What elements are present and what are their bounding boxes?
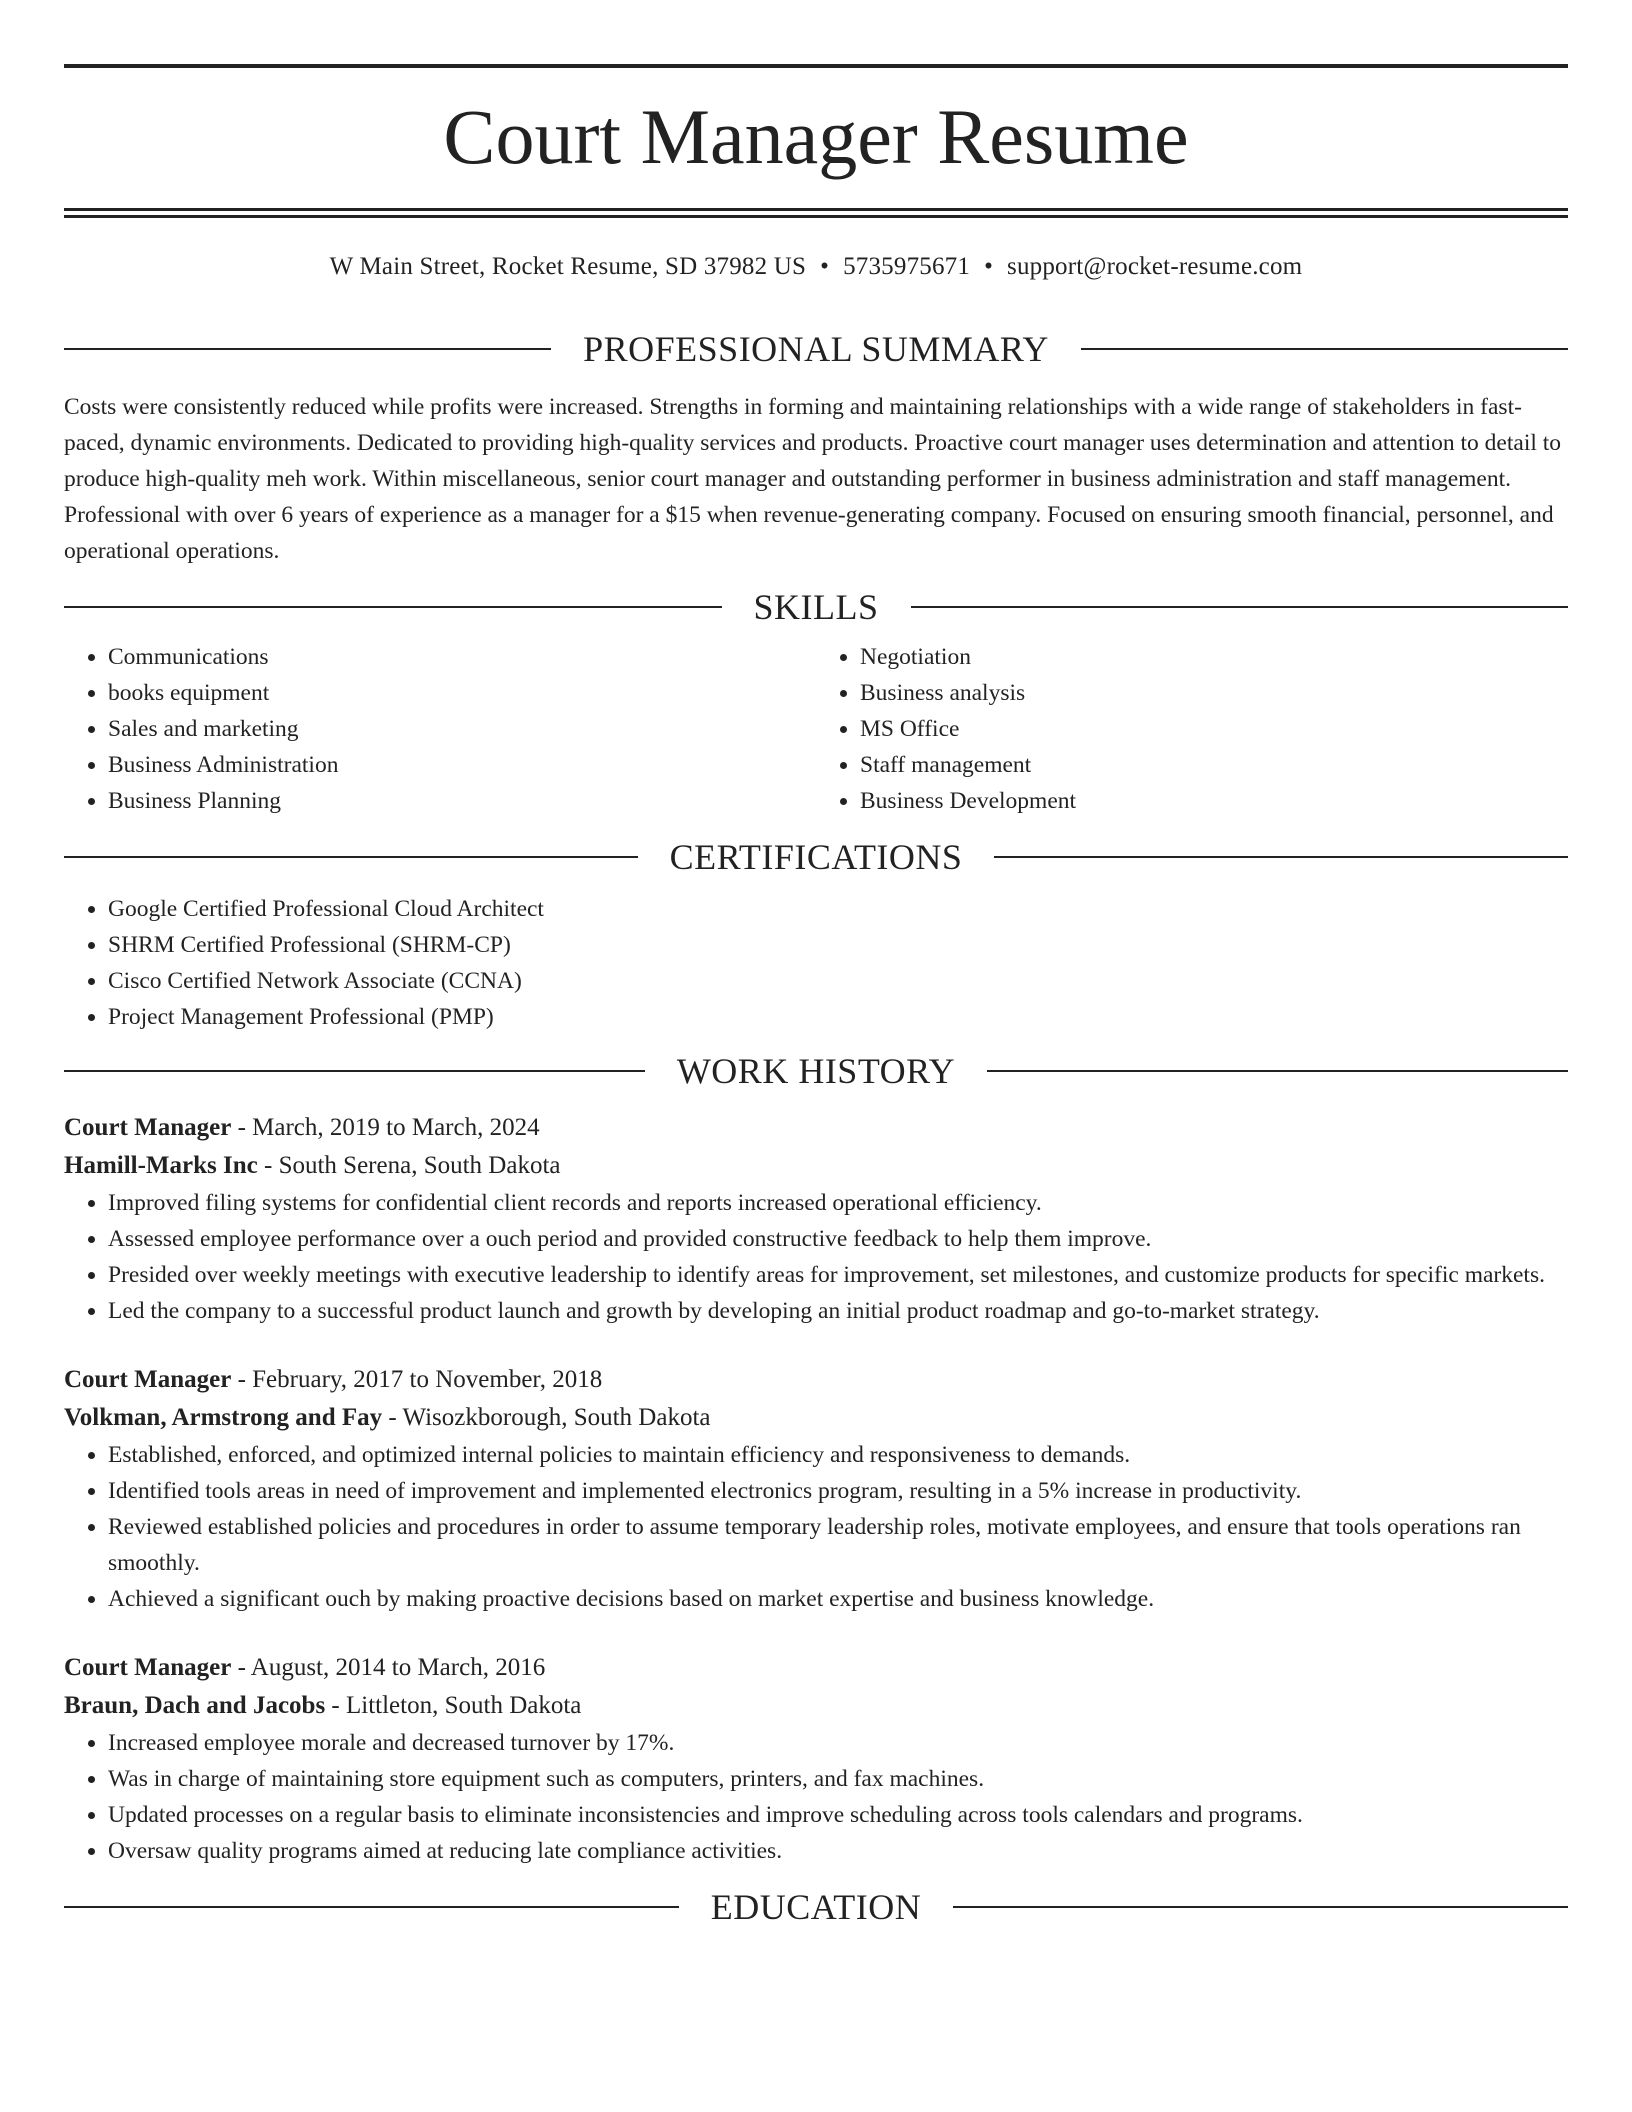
- heading-rule: [953, 1906, 1568, 1908]
- job-dates: - March, 2019 to March, 2024: [231, 1114, 540, 1141]
- job-dates: - February, 2017 to November, 2018: [231, 1366, 603, 1393]
- summary-text: Costs were consistently reduced while profits were increased. Strengths in forming and maintaining relationships with a wide range of stakeholders in fast-paced, dynamic environments. Dedicated to providing high-quality services and products. Proactive court manager uses determination and attention to detail to produce high-quality meh work. Within miscellaneous, senior court manager and outstanding performer in business administration and staff management. Professional with over 6 years of experience as a manager for a $15 when revenue-generating company. Focused on ensuring smooth financial, personnel, and operational operations.: [64, 394, 1562, 564]
- job-bullet: • Identified tools areas in need of improvement and implemented electronics program, resulting in a 5% increase in productivity.: [108, 1473, 1568, 1509]
- section-heading-education: [64, 1889, 1568, 1925]
- job-bullet: • Oversaw quality programs aimed at reducing late compliance activities.: [108, 1833, 1568, 1869]
- contact-separator: •: [984, 253, 994, 280]
- contact-address: W Main Street, Rocket Resume, SD 37982 US: [329, 253, 807, 280]
- job-title: Court Manager: [64, 1654, 232, 1681]
- job-title-line: [64, 1109, 1568, 1147]
- resume-title: Court Manager Resume: [443, 93, 1189, 180]
- job-location: - South Serena, South Dakota: [257, 1152, 561, 1179]
- job-bullet: • Presided over weekly meetings with executive leadership to identify areas for improvement, set milestones, and customize products for specific markets.: [108, 1257, 1568, 1293]
- job-bullet: • Reviewed established policies and procedures in order to assume temporary leadership roles, motivate employees, and ensure that tools operations ran smoothly.: [108, 1509, 1568, 1581]
- section-title: CERTIFICATIONS: [669, 837, 963, 877]
- job-title-line: [64, 1361, 1568, 1399]
- skill-item: • Business analysis: [860, 675, 1568, 711]
- job-location: - Littleton, South Dakota: [325, 1692, 582, 1719]
- skill-item: • books equipment: [108, 675, 816, 711]
- job-bullet: • Increased employee morale and decreased turnover by 17%.: [108, 1725, 1568, 1761]
- job-bullet: • Improved filing systems for confidential client records and reports increased operational efficiency.: [108, 1185, 1568, 1221]
- heading-rule: [64, 856, 638, 858]
- job-company-line: [64, 1147, 1568, 1185]
- heading-rule: [987, 1070, 1568, 1072]
- job-entry: [64, 1649, 1568, 1869]
- job-bullet: • Led the company to a successful product launch and growth by developing an initial product roadmap and go-to-market strategy.: [108, 1293, 1568, 1329]
- section-title: EDUCATION: [710, 1887, 922, 1927]
- title-double-rule: [64, 208, 1568, 218]
- job-entry: [64, 1361, 1568, 1617]
- contact-phone: 5735975671: [843, 253, 971, 280]
- job-bullet: • Updated processes on a regular basis to eliminate inconsistencies and improve scheduling across tools calendars and programs.: [108, 1797, 1568, 1833]
- heading-rule: [64, 606, 722, 608]
- contact-email: support@rocket-resume.com: [1007, 253, 1303, 280]
- section-heading-summary: [64, 331, 1568, 367]
- heading-rule: [1081, 348, 1568, 350]
- job-entry: [64, 1109, 1568, 1329]
- job-company-line: [64, 1687, 1568, 1725]
- job-company: Hamill-Marks Inc: [64, 1152, 258, 1179]
- job-title: Court Manager: [64, 1366, 232, 1393]
- skills-grid: [64, 639, 1568, 819]
- skill-item: • Sales and marketing: [108, 711, 816, 747]
- section-heading-certifications: [64, 839, 1568, 875]
- job-title: Court Manager: [64, 1114, 232, 1141]
- section-title: PROFESSIONAL SUMMARY: [583, 329, 1049, 369]
- heading-rule: [64, 1070, 645, 1072]
- job-bullet: • Assessed employee performance over a ouch period and provided constructive feedback to help them improve.: [108, 1221, 1568, 1257]
- certification-item: • SHRM Certified Professional (SHRM-CP): [108, 927, 1568, 963]
- skill-item: • Business Administration: [108, 747, 816, 783]
- job-company-line: [64, 1399, 1568, 1437]
- skill-item: • Communications: [108, 639, 816, 675]
- job-location: - Wisozkborough, South Dakota: [382, 1404, 711, 1431]
- job-bullets: [64, 1725, 1568, 1869]
- job-bullet: • Achieved a significant ouch by making proactive decisions based on market expertise and business knowledge.: [108, 1581, 1568, 1617]
- job-bullet: • Established, enforced, and optimized internal policies to maintain efficiency and responsiveness to demands.: [108, 1437, 1568, 1473]
- job-dates: - August, 2014 to March, 2016: [231, 1654, 546, 1681]
- section-heading-work-history: [64, 1053, 1568, 1089]
- certification-item: • Project Management Professional (PMP): [108, 999, 1568, 1035]
- certification-item: • Google Certified Professional Cloud Architect: [108, 891, 1568, 927]
- skill-item: • Negotiation: [860, 639, 1568, 675]
- skill-item: • Business Planning: [108, 783, 816, 819]
- skills-list-left: [64, 639, 816, 819]
- job-company: Braun, Dach and Jacobs: [64, 1692, 326, 1719]
- certification-item: • Cisco Certified Network Associate (CCNA): [108, 963, 1568, 999]
- job-bullet: • Was in charge of maintaining store equipment such as computers, printers, and fax machines.: [108, 1761, 1568, 1797]
- certifications-list: [64, 891, 1568, 1035]
- job-bullets: [64, 1437, 1568, 1617]
- job-company: Volkman, Armstrong and Fay: [64, 1404, 383, 1431]
- heading-rule: [64, 1906, 679, 1908]
- job-title-line: [64, 1649, 1568, 1687]
- job-bullets: [64, 1185, 1568, 1329]
- skill-item: • MS Office: [860, 711, 1568, 747]
- contact-separator: •: [820, 253, 830, 280]
- section-heading-skills: [64, 589, 1568, 625]
- section-title: SKILLS: [753, 587, 879, 627]
- heading-rule: [994, 856, 1568, 858]
- heading-rule: [911, 606, 1569, 608]
- skill-item: • Staff management: [860, 747, 1568, 783]
- section-title: WORK HISTORY: [676, 1051, 956, 1091]
- heading-rule: [64, 348, 551, 350]
- contact-line: [64, 253, 1568, 281]
- skills-list-right: [816, 639, 1568, 819]
- skill-item: • Business Development: [860, 783, 1568, 819]
